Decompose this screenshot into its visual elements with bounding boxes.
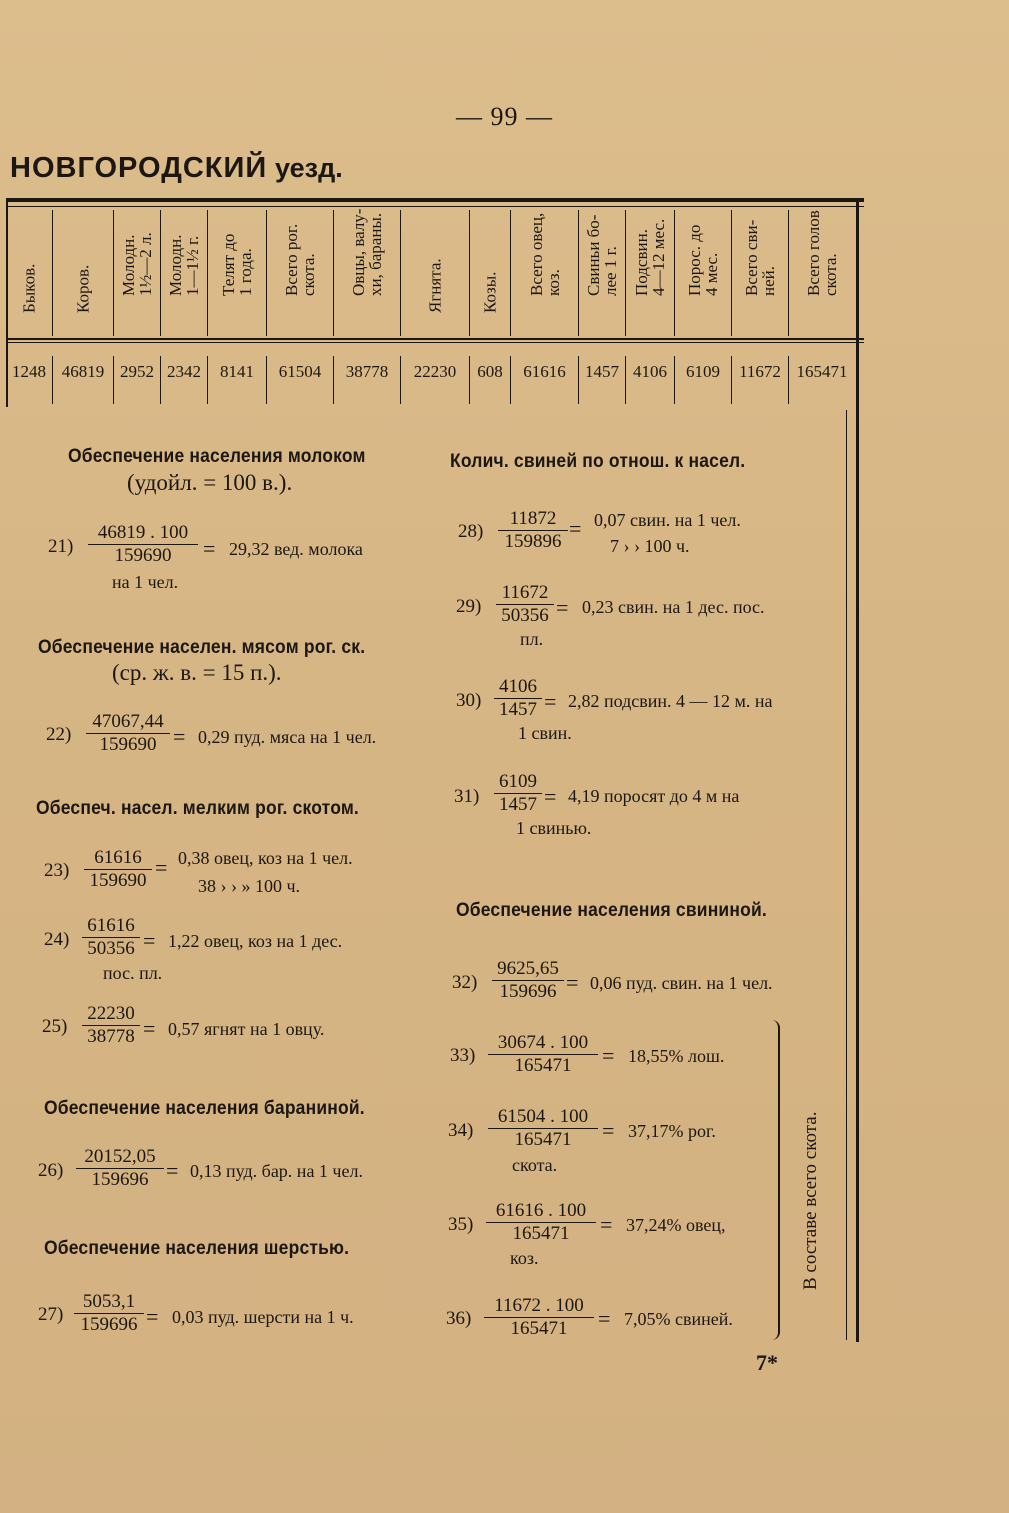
denominator: 1457: [499, 699, 537, 720]
header-label: Ягнята.: [425, 258, 445, 313]
fraction: [82, 915, 140, 960]
equals-sign: =: [166, 1158, 179, 1183]
equals-sign: =: [598, 1306, 611, 1331]
numerator: 11672 . 100: [484, 1295, 594, 1318]
equals-sign: =: [600, 1212, 613, 1237]
header-cell: [511, 210, 579, 336]
equals-sign: =: [602, 1043, 615, 1068]
header-cell: [789, 210, 855, 336]
formula-number: 33): [450, 1045, 476, 1066]
header-label: Всего сви- ней.: [742, 219, 778, 296]
value-text: 4106: [633, 362, 667, 381]
formula-result: 0,38 овец, коз на 1 чел.: [178, 848, 353, 868]
formula-number: 32): [452, 972, 478, 993]
equals-sign: =: [146, 1304, 159, 1329]
denominator: 159690: [99, 734, 157, 755]
fraction: [86, 711, 170, 756]
formula-number: 35): [448, 1214, 474, 1235]
formula-number: 30): [456, 690, 482, 711]
denominator: 38778: [87, 1026, 135, 1047]
value-cell: [161, 356, 208, 404]
value-text: 61616: [523, 362, 566, 381]
fraction: [486, 1200, 596, 1245]
value-cell: [208, 356, 267, 404]
equals-sign: =: [143, 1016, 156, 1041]
value-text: 61504: [278, 362, 322, 381]
numerator: 5053,1: [74, 1291, 144, 1314]
denominator: 159690: [114, 545, 172, 566]
header-cell: [401, 210, 470, 336]
header-label: Быков.: [19, 263, 39, 313]
signature-mark: 7*: [756, 1350, 778, 1375]
formula-number: 27): [38, 1304, 64, 1325]
district-title: [10, 152, 343, 185]
denominator: 159696: [499, 981, 557, 1002]
page-number: — 99 —: [456, 102, 553, 131]
header-cell: [579, 210, 626, 336]
header-label: Всего овец, коз.: [526, 212, 563, 296]
numerator: 11872: [498, 508, 568, 531]
formula-result: 7 › › 100 ч.: [610, 536, 690, 556]
value-cell: [401, 356, 470, 404]
value-cell: [334, 356, 401, 404]
equals-sign: =: [566, 970, 579, 995]
fraction: [88, 522, 198, 567]
formula-result: 0,13 пуд. бар. на 1 чел.: [190, 1161, 363, 1181]
value-cell: [579, 356, 626, 404]
numerator: 61616: [84, 847, 152, 870]
denominator: 165471: [514, 1129, 572, 1150]
header-label: Всего голов скота.: [804, 210, 840, 296]
formula-result: 37,17% рог.: [628, 1121, 716, 1141]
formula-continuation: пос. пл.: [103, 963, 163, 983]
formula-result: 37,24% овец,: [626, 1215, 726, 1235]
denominator: 165471: [514, 1055, 572, 1076]
denominator: 165471: [510, 1318, 568, 1339]
header-cell: [114, 210, 161, 336]
formula-number: 21): [48, 536, 74, 557]
formula-number: 26): [38, 1160, 64, 1181]
formula-result: 0,23 свин. на 1 дес. пос.: [582, 597, 765, 617]
value-cell: [511, 356, 579, 404]
formula-result: 7,05% свиней.: [624, 1309, 733, 1329]
header-label: Всего рог. скота.: [282, 223, 318, 296]
formula-result: 2,82 подсвин. 4 — 12 м. на: [568, 691, 773, 711]
frame-right-rule: [856, 202, 859, 1342]
header-label: Молодн. 1½—2 л.: [119, 232, 155, 296]
fraction: [74, 1291, 144, 1336]
header-cell: [470, 210, 511, 336]
header-label: Свиньи бо- лее 1 г.: [584, 214, 620, 296]
value-text: 2342: [167, 362, 201, 381]
formula-number: 23): [44, 860, 70, 881]
formula-result: 1,22 овец, коз на 1 дес.: [168, 931, 343, 951]
fraction: [494, 676, 542, 721]
milk-heading: Обеспечение населения молоком: [68, 446, 366, 467]
formula-continuation: скота.: [512, 1155, 558, 1175]
denominator: 50356: [87, 938, 135, 959]
brace-label: В составе всего скота.: [800, 1111, 821, 1290]
frame-inner-right-rule: [846, 410, 847, 1340]
fraction: [494, 771, 542, 816]
formula-result: 0,07 свин. на 1 чел.: [594, 510, 741, 530]
table-top-rule-thin: [6, 206, 864, 207]
formula-number: 29): [456, 596, 482, 617]
value-text: 11672: [739, 362, 781, 381]
header-cell: [334, 210, 401, 336]
livestock-table: [6, 198, 864, 408]
formula-result: 18,55% лош.: [628, 1046, 725, 1066]
formula-number: 34): [448, 1120, 474, 1141]
value-cell: [732, 356, 789, 404]
numerator: 47067,44: [86, 711, 170, 734]
equals-sign: =: [544, 784, 557, 809]
pork-heading: Обеспечение населения свининой.: [456, 900, 767, 921]
numerator: 61616 . 100: [486, 1200, 596, 1223]
value-text: 1457: [585, 362, 619, 381]
value-cell: [267, 356, 334, 404]
formula-result: 0,57 ягнят на 1 овцу.: [168, 1019, 325, 1039]
numerator: 30674 . 100: [488, 1032, 598, 1055]
fraction: [488, 1032, 598, 1077]
fraction: [76, 1146, 164, 1191]
value-cell: [789, 356, 855, 404]
value-text: 22230: [413, 362, 457, 381]
fraction: [84, 847, 152, 892]
fraction: [488, 1106, 598, 1151]
header-label: Овцы, валу- хи, бараны.: [349, 208, 385, 296]
fraction: [492, 958, 564, 1003]
denominator: 159896: [504, 531, 562, 552]
formula-continuation: пл.: [520, 629, 544, 649]
small-livestock-heading: Обеспеч. насел. мелким рог. скотом.: [36, 798, 359, 819]
district-name: НОВГОРОДСКИЙ: [10, 152, 268, 184]
formula-number: 36): [446, 1308, 472, 1329]
pigs-heading: Колич. свиней по отнош. к насел.: [450, 451, 746, 472]
formula-continuation: 1 свин.: [518, 723, 572, 743]
formula-number: 24): [44, 929, 70, 950]
value-cell: [6, 356, 53, 404]
header-cell: [208, 210, 267, 336]
formula-result: 0,03 пуд. шерсти на 1 ч.: [172, 1307, 354, 1327]
district-word: уезд.: [274, 153, 343, 183]
value-text: 608: [477, 362, 503, 381]
header-label: Молодн. 1—1½ г.: [166, 234, 202, 296]
denominator: 1457: [499, 794, 537, 815]
numerator: 9625,65: [492, 958, 564, 981]
value-cell: [626, 356, 675, 404]
header-label: Подсвин. 4—12 мес.: [632, 218, 668, 296]
value-text: 165471: [796, 362, 848, 381]
formula-continuation: коз.: [510, 1248, 539, 1268]
denominator: 50356: [501, 605, 549, 626]
header-rule: [6, 338, 864, 340]
header-cell: [675, 210, 732, 336]
header-cell: [732, 210, 789, 336]
header-label: Козы.: [480, 271, 500, 313]
equals-sign: =: [155, 855, 168, 880]
numerator: 46819 . 100: [88, 522, 198, 545]
meat-subheading: (ср. ж. в. = 15 п.).: [112, 660, 282, 685]
formula-continuation: на 1 чел.: [112, 572, 179, 592]
numerator: 4106: [494, 676, 542, 699]
fraction: [498, 508, 568, 553]
equals-sign: =: [173, 724, 186, 749]
value-cell: [53, 356, 114, 404]
formula-number: 22): [46, 724, 72, 745]
value-text: 1248: [12, 362, 46, 381]
value-text: 8141: [220, 362, 254, 381]
numerator: 61616: [82, 915, 140, 938]
value-cell: [114, 356, 161, 404]
header-cell: [267, 210, 334, 336]
header-label: Коров.: [73, 264, 93, 313]
numerator: 20152,05: [76, 1146, 164, 1169]
equals-sign: =: [569, 516, 582, 541]
wool-heading: Обеспечение населения шерстью.: [44, 1238, 350, 1259]
value-cell: [675, 356, 732, 404]
formula-continuation: 1 свинью.: [516, 818, 592, 838]
milk-subheading: (удойл. = 100 в.).: [127, 470, 293, 495]
mutton-heading: Обеспечение населения бараниной.: [44, 1098, 365, 1119]
header-cell: [626, 210, 675, 336]
formula-result: 29,32 вед. молока: [229, 539, 363, 559]
formula-result: 0,29 пуд. мяса на 1 чел.: [198, 727, 377, 747]
formula-result: 0,06 пуд. свин. на 1 чел.: [590, 973, 773, 993]
frame-left-rule: [6, 202, 8, 407]
denominator: 165471: [512, 1223, 570, 1244]
header-cell: [6, 210, 53, 336]
value-text: 38778: [345, 362, 389, 381]
value-text: 2952: [120, 362, 154, 381]
value-cell: [470, 356, 511, 404]
header-label: Порос. до 4 мес.: [685, 224, 721, 296]
numerator: 11672: [496, 582, 554, 605]
formula-number: 25): [42, 1016, 68, 1037]
numerator: 6109: [494, 771, 542, 794]
equals-sign: =: [602, 1118, 615, 1143]
header-rule-thin: [6, 342, 864, 343]
header-cell: [161, 210, 208, 336]
fraction: [496, 582, 554, 627]
header-label: Телят до 1 года.: [219, 233, 255, 296]
header-cell: [53, 210, 114, 336]
formula-number: 28): [458, 521, 484, 542]
table-top-rule: [6, 198, 864, 202]
formula-number: 31): [454, 786, 480, 807]
equals-sign: =: [544, 689, 557, 714]
formula-result: 38 › › » 100 ч.: [198, 876, 301, 896]
numerator: 22230: [82, 1003, 140, 1026]
denominator: 159690: [89, 870, 147, 891]
fraction: [82, 1003, 140, 1048]
denominator: 159696: [80, 1314, 138, 1335]
value-text: 46819: [61, 362, 105, 381]
meat-heading: Обеспечение населен. мясом рог. ск.: [38, 637, 366, 658]
equals-sign: =: [143, 928, 156, 953]
numerator: 61504 . 100: [488, 1106, 598, 1129]
value-text: 6109: [686, 362, 720, 381]
fraction: [484, 1295, 594, 1340]
formula-result: 4,19 поросят до 4 м на: [568, 786, 740, 806]
equals-sign: =: [556, 595, 569, 620]
brace: [770, 1020, 780, 1340]
denominator: 159696: [91, 1169, 149, 1190]
equals-sign: =: [203, 536, 216, 561]
